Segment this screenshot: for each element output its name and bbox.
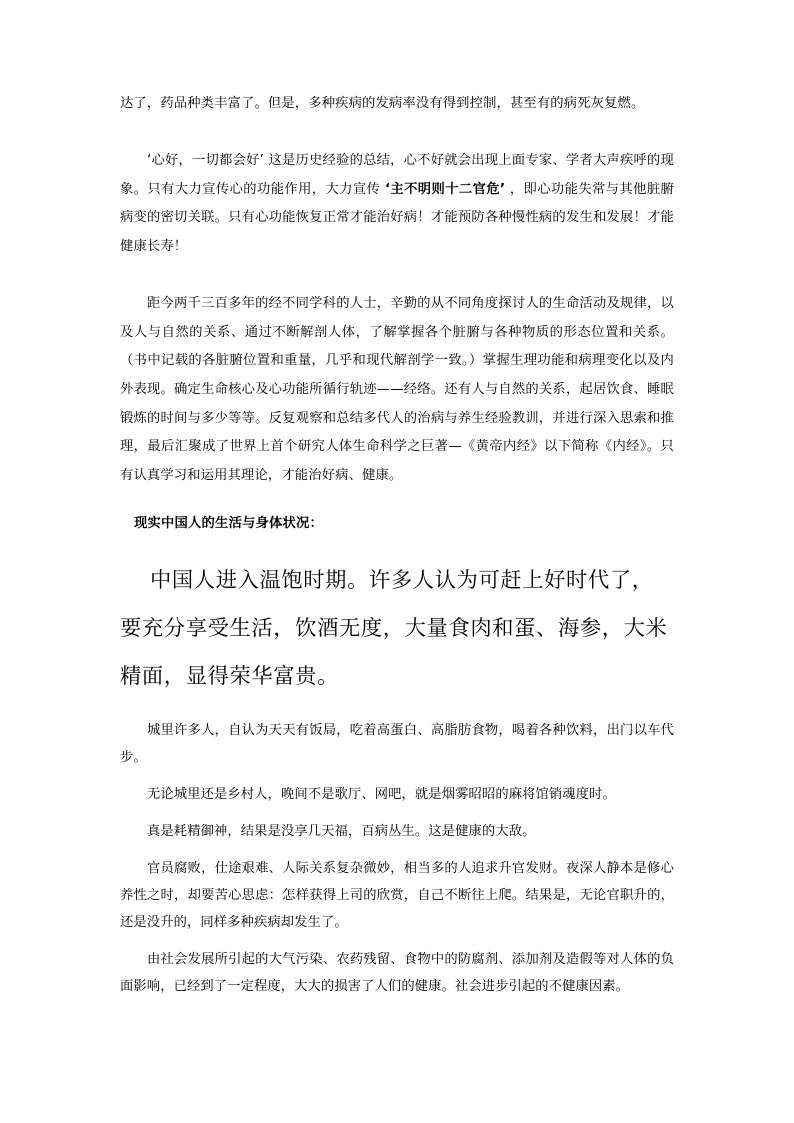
paragraph-pollution: 由社会发展所引起的大气污染、农药残留、食物中的防腐剂、添加剂及造假等对人体的负面影响，已经到了一定程度，大大的损害了人们的健康。社会进步引起的不健康因素。: [120, 951, 674, 994]
page-content-area: [120, 90, 674, 1000]
paragraph-heart-quote: [120, 147, 674, 261]
paragraph-official-corruption: 官员腐败，仕途艰难、人际关系复杂微妙，相当多的人追求升官发财。夜深人静本是修心养性之时，却要苦心思虑：怎样获得上司的欣赏，自己不断往上爬。结果是，无论官职升的，还是没升的，同样多种疾病却发生了。: [120, 860, 674, 930]
paragraph-large-emphasis: 中国人进入温饱时期。许多人认为可赶上好时代了，要充分享受生活，饮酒无度，大量食肉和蛋、海参，大米精面，显得荣华富贵。: [120, 567, 668, 689]
spacer-after-large-paragraph: [120, 701, 674, 717]
paragraph-heart-quote-part-a: ‘心好，一切都会好’ 这是历史经验的总结，心不好就会出现上面专家、学者大声疾呼的现象。只有大力宣传心的功能作用，大力宣传: [120, 153, 674, 197]
paragraph-health-enemy: 真是耗精御神，结果是没享几天福，百病丛生。这是健康的大敌。: [147, 823, 536, 839]
subheading-current-chinese-life: 现实中国人的生活与身体状况：: [134, 516, 323, 532]
paragraph-huangdi-neijing: 距今两千三百多年的经不同学科的人士，辛勤的从不同角度探讨人的生命活动及规律，以及人与自然的关系、通过不断解剖人体，了解掌握各个脏腑与各种物质的形态位置和关系。（书中记载的各脏腑位置和重量，几乎和现代解剖学一致。）掌握生理功能和病理变化以及内外表现。确定生命核心及心功能所循行轨迹——经络。还有人与自然的关系，起居饮食、睡眠锻炼的时间与多少等等。反复观察和总结多代人的治病与养生经验教训，并进行深入思索和推理，最后汇聚成了世界上首个研究人体生命科学之巨著—《黄帝内经》以下简称《内经》。只有认真学习和运用其理论，才能治好病、健康。: [120, 296, 674, 483]
spacer-after-subheading: [120, 539, 674, 557]
paragraph-heart-quote-part-b: ，即心功能失常与其他脏腑病变的密切关联。只有心功能恢复正常才能治好病！才能预防各种慢性病的发生和发展！才能健康长寿！: [120, 181, 674, 254]
paragraph-city-dwellers: 城里许多人，自认为天天有饭局，吃着高蛋白、高脂肪食物，喝着各种饮料，出门以车代步。: [120, 722, 674, 765]
spacer-before-subheading: [120, 490, 674, 510]
paragraph-night-life: 无论城里还是乡村人，晚间不是歌厅、网吧，就是烟雾昭昭的麻将馆销魂度时。: [147, 786, 616, 802]
emphasis-twelve-officials: ‘主不明则十二官危’: [384, 181, 506, 197]
paragraph-continuation: 达了，药品种类丰富了。但是，多种疾病的发病率没有得到控制，甚至有的病死灰复燃。: [120, 96, 645, 111]
